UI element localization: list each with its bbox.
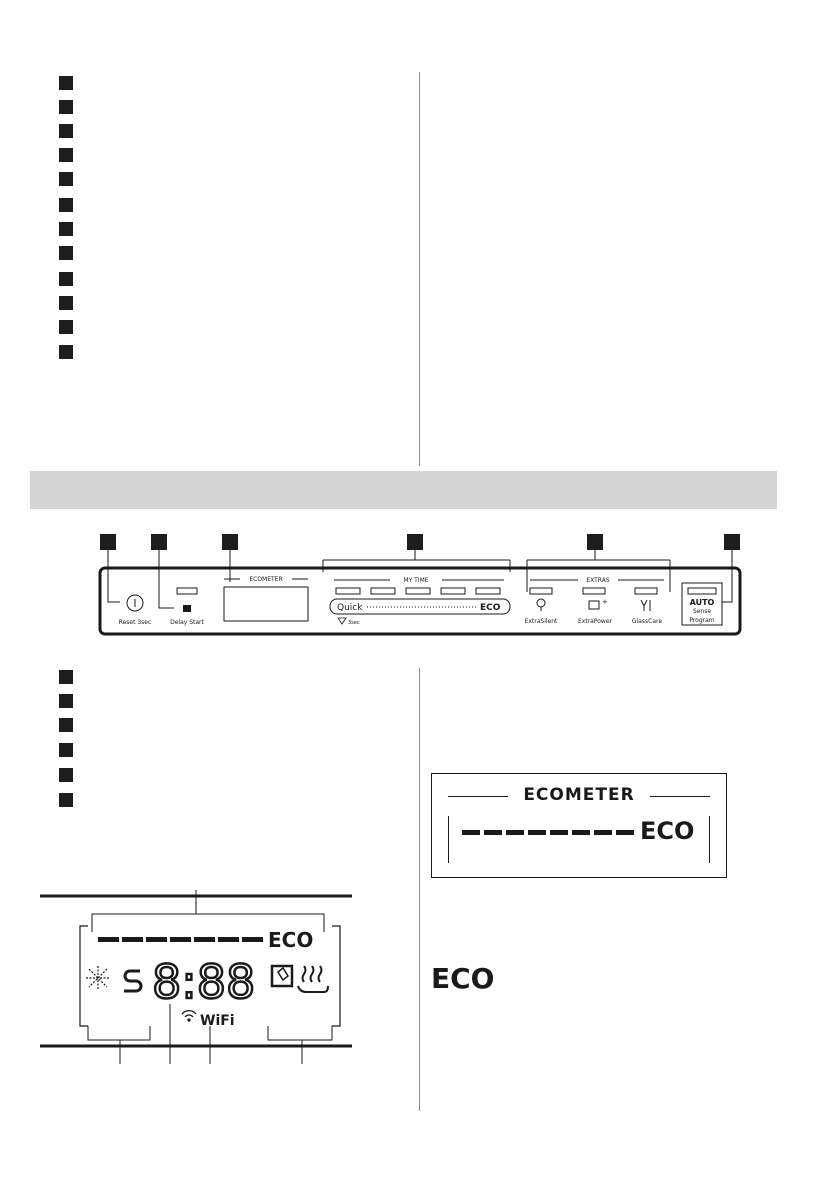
mytime-label: MY TIME: [403, 577, 429, 584]
mytime-led: [371, 588, 395, 594]
control-panel-figure: [90, 530, 750, 642]
svg-text:+: +: [602, 598, 608, 606]
list-marker: [59, 272, 73, 286]
list-marker: [59, 76, 73, 90]
callout-marker: [724, 534, 740, 550]
program-label: Program: [689, 617, 715, 624]
bottom-column-divider: [419, 668, 420, 1111]
list-marker: [59, 743, 73, 757]
glasscare-led: [635, 588, 657, 594]
display-eco-label: ECO: [268, 928, 314, 952]
callout-marker: [587, 534, 603, 550]
list-marker: [59, 793, 73, 807]
list-marker: [59, 246, 73, 260]
delay-start-icon: [183, 605, 191, 612]
drying-icon: [298, 966, 328, 992]
slider-eco-label: ECO: [480, 603, 501, 613]
extrapower-icon: [589, 601, 599, 609]
list-marker: [59, 172, 73, 186]
display-diagram: [40, 880, 360, 1065]
display-wifi-label: WiFi: [200, 1013, 235, 1029]
delay-label: Delay Start: [170, 619, 204, 626]
callout-marker: [151, 534, 167, 550]
sense-label: Sense: [692, 608, 712, 615]
list-marker: [59, 222, 73, 236]
hold-label: 3sec: [348, 620, 360, 626]
sync-icon: [124, 971, 141, 991]
hold-icon: [338, 618, 346, 624]
extrasilent-icon: [537, 599, 545, 607]
list-marker: [59, 718, 73, 732]
auto-led: [688, 588, 716, 594]
extrasilent-led: [530, 588, 552, 594]
ecometer-detail-title: ECOMETER: [523, 785, 635, 805]
mytime-led: [441, 588, 465, 594]
list-marker: [59, 296, 73, 310]
extrasilent-label: ExtraSilent: [524, 618, 558, 625]
delay-led: [177, 588, 197, 594]
reset-label: Reset 3sec: [118, 619, 152, 626]
list-marker: [59, 100, 73, 114]
section-banner: [30, 471, 777, 509]
list-marker: [59, 320, 73, 334]
eco-symbol: ECO: [431, 962, 495, 995]
display-ecometer-bar: [98, 937, 263, 942]
callout-marker: [100, 534, 116, 550]
ecometer-small-box: [224, 587, 308, 621]
ecometer-small-label: ECOMETER: [249, 576, 283, 583]
ecometer-detail-eco: ECO: [640, 817, 695, 845]
callout-marker: [407, 534, 423, 550]
callout-marker: [222, 534, 238, 550]
mytime-led: [336, 588, 360, 594]
extrapower-label: ExtraPower: [578, 618, 612, 625]
list-marker: [59, 148, 73, 162]
top-column-divider: [419, 72, 420, 466]
list-marker: [59, 345, 73, 359]
snowflake-icon: [86, 966, 110, 990]
list-marker: [59, 768, 73, 782]
glasscare-icon: [641, 600, 650, 611]
extras-label: EXTRAS: [586, 577, 610, 584]
list-marker: [59, 670, 73, 684]
list-marker: [59, 694, 73, 708]
list-marker: [59, 124, 73, 138]
auto-label: AUTO: [689, 598, 715, 607]
mytime-led: [406, 588, 430, 594]
mytime-led: [476, 588, 500, 594]
quick-label: Quick: [337, 603, 363, 613]
display-digits: 8:88: [152, 955, 256, 1009]
list-marker: [59, 198, 73, 212]
glasscare-label: GlassCare: [631, 618, 663, 625]
extrapower-led: [583, 588, 605, 594]
ecometer-detail-box: [431, 773, 727, 878]
wifi-icon: [182, 1011, 196, 1021]
